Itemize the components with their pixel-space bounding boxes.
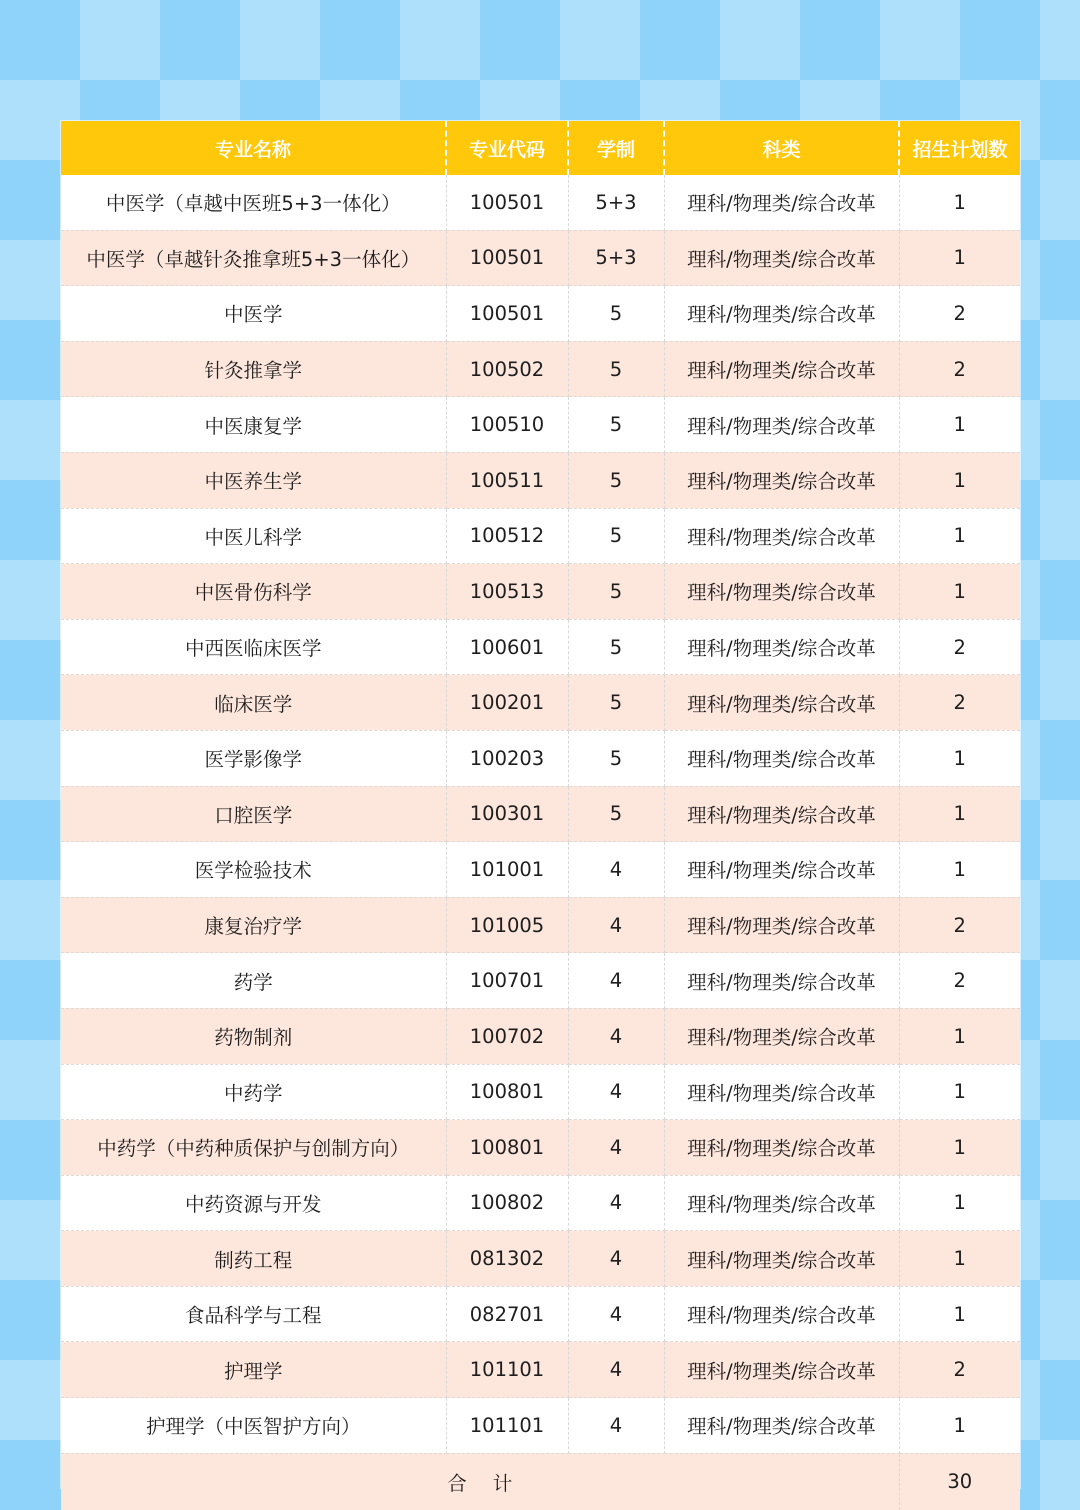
cell-major-code: 101101 (446, 1398, 568, 1454)
cell-subject-category: 理科/物理类/综合改革 (664, 286, 899, 342)
cell-duration: 5 (568, 508, 664, 564)
cell-major-code: 100501 (446, 230, 568, 286)
cell-duration: 4 (568, 1286, 664, 1342)
cell-major-name: 中医儿科学 (61, 508, 446, 564)
cell-subject-category: 理科/物理类/综合改革 (664, 786, 899, 842)
cell-duration: 5 (568, 564, 664, 620)
cell-plan-count: 1 (899, 397, 1020, 453)
cell-plan-count: 1 (899, 230, 1020, 286)
cell-duration: 4 (568, 1175, 664, 1231)
table-row (61, 1175, 1020, 1231)
table-row (61, 341, 1020, 397)
cell-subject-category: 理科/物理类/综合改革 (664, 675, 899, 731)
table-row (61, 730, 1020, 786)
header-duration: 学制 (568, 121, 664, 175)
cell-duration: 5 (568, 786, 664, 842)
cell-major-code: 100501 (446, 175, 568, 230)
table-row (61, 564, 1020, 620)
cell-major-code: 101001 (446, 842, 568, 898)
table-row (61, 1008, 1020, 1064)
total-label: 合计 (447, 1471, 539, 1495)
cell-major-name: 中西医临床医学 (61, 619, 446, 675)
table-row (61, 175, 1020, 230)
cell-major-code: 100702 (446, 1008, 568, 1064)
cell-major-name: 康复治疗学 (61, 897, 446, 953)
cell-plan-count: 1 (899, 1120, 1020, 1176)
cell-major-code: 100510 (446, 397, 568, 453)
cell-plan-count: 1 (899, 730, 1020, 786)
table-row (61, 897, 1020, 953)
cell-plan-count: 1 (899, 175, 1020, 230)
cell-subject-category: 理科/物理类/综合改革 (664, 1120, 899, 1176)
cell-duration: 4 (568, 1120, 664, 1176)
cell-subject-category: 理科/物理类/综合改革 (664, 1064, 899, 1120)
cell-subject-category: 理科/物理类/综合改革 (664, 1342, 899, 1398)
cell-plan-count: 1 (899, 1231, 1020, 1287)
enrollment-plan-panel (61, 121, 1020, 1495)
cell-duration: 5 (568, 619, 664, 675)
enrollment-plan-table (61, 121, 1020, 1510)
cell-plan-count: 1 (899, 564, 1020, 620)
cell-major-name: 针灸推拿学 (61, 341, 446, 397)
cell-plan-count: 1 (899, 786, 1020, 842)
cell-plan-count: 2 (899, 286, 1020, 342)
cell-plan-count: 1 (899, 1398, 1020, 1454)
cell-duration: 4 (568, 842, 664, 898)
cell-duration: 5+3 (568, 230, 664, 286)
cell-major-name: 中医学（卓越针灸推拿班5+3一体化） (61, 230, 446, 286)
cell-duration: 5 (568, 341, 664, 397)
header-subject-category: 科类 (664, 121, 899, 175)
cell-duration: 5 (568, 675, 664, 731)
cell-duration: 4 (568, 1008, 664, 1064)
cell-major-code: 100502 (446, 341, 568, 397)
table-row (61, 230, 1020, 286)
total-value: 30 (899, 1453, 1020, 1510)
cell-plan-count: 2 (899, 675, 1020, 731)
cell-duration: 5 (568, 730, 664, 786)
total-row (61, 1453, 1020, 1510)
table-row (61, 1120, 1020, 1176)
table-row (61, 619, 1020, 675)
table-row (61, 675, 1020, 731)
table-row (61, 953, 1020, 1009)
cell-subject-category: 理科/物理类/综合改革 (664, 842, 899, 898)
cell-major-code: 101101 (446, 1342, 568, 1398)
cell-major-code: 100802 (446, 1175, 568, 1231)
cell-major-code: 100801 (446, 1120, 568, 1176)
cell-major-code: 100701 (446, 953, 568, 1009)
header-plan-count: 招生计划数 (899, 121, 1020, 175)
cell-major-name: 药学 (61, 953, 446, 1009)
cell-plan-count: 1 (899, 1286, 1020, 1342)
cell-major-code: 100203 (446, 730, 568, 786)
cell-duration: 4 (568, 1064, 664, 1120)
cell-subject-category: 理科/物理类/综合改革 (664, 397, 899, 453)
cell-major-name: 临床医学 (61, 675, 446, 731)
cell-duration: 4 (568, 953, 664, 1009)
table-row (61, 452, 1020, 508)
cell-major-name: 护理学（中医智护方向） (61, 1398, 446, 1454)
cell-major-name: 医学影像学 (61, 730, 446, 786)
header-major-code: 专业代码 (446, 121, 568, 175)
cell-major-code: 100801 (446, 1064, 568, 1120)
cell-duration: 5 (568, 397, 664, 453)
cell-subject-category: 理科/物理类/综合改革 (664, 230, 899, 286)
table-row (61, 1398, 1020, 1454)
cell-major-code: 081302 (446, 1231, 568, 1287)
cell-major-name: 中药学 (61, 1064, 446, 1120)
cell-major-name: 制药工程 (61, 1231, 446, 1287)
cell-subject-category: 理科/物理类/综合改革 (664, 897, 899, 953)
cell-major-name: 口腔医学 (61, 786, 446, 842)
cell-major-name: 中医康复学 (61, 397, 446, 453)
table-row (61, 508, 1020, 564)
table-body (61, 175, 1020, 1453)
cell-major-name: 中医学 (61, 286, 446, 342)
cell-plan-count: 1 (899, 842, 1020, 898)
cell-subject-category: 理科/物理类/综合改革 (664, 1008, 899, 1064)
table-row (61, 1286, 1020, 1342)
cell-duration: 4 (568, 897, 664, 953)
cell-duration: 5 (568, 286, 664, 342)
cell-subject-category: 理科/物理类/综合改革 (664, 452, 899, 508)
cell-plan-count: 2 (899, 341, 1020, 397)
cell-major-code: 100512 (446, 508, 568, 564)
cell-major-code: 101005 (446, 897, 568, 953)
cell-major-code: 100601 (446, 619, 568, 675)
cell-plan-count: 2 (899, 1342, 1020, 1398)
cell-major-name: 食品科学与工程 (61, 1286, 446, 1342)
cell-subject-category: 理科/物理类/综合改革 (664, 175, 899, 230)
table-row (61, 1342, 1020, 1398)
cell-major-name: 中医养生学 (61, 452, 446, 508)
cell-plan-count: 1 (899, 508, 1020, 564)
cell-plan-count: 1 (899, 1064, 1020, 1120)
cell-subject-category: 理科/物理类/综合改革 (664, 730, 899, 786)
table-header-row (61, 121, 1020, 175)
cell-major-name: 中药资源与开发 (61, 1175, 446, 1231)
table-row (61, 397, 1020, 453)
cell-major-code: 100201 (446, 675, 568, 731)
cell-duration: 4 (568, 1398, 664, 1454)
table-row (61, 1231, 1020, 1287)
table-row (61, 1064, 1020, 1120)
cell-major-code: 100301 (446, 786, 568, 842)
cell-plan-count: 2 (899, 953, 1020, 1009)
cell-major-name: 护理学 (61, 1342, 446, 1398)
cell-subject-category: 理科/物理类/综合改革 (664, 953, 899, 1009)
cell-subject-category: 理科/物理类/综合改革 (664, 341, 899, 397)
cell-subject-category: 理科/物理类/综合改革 (664, 1398, 899, 1454)
cell-plan-count: 1 (899, 1008, 1020, 1064)
header-major-name: 专业名称 (61, 121, 446, 175)
total-label-cell (61, 1453, 899, 1510)
cell-duration: 4 (568, 1342, 664, 1398)
cell-major-name: 医学检验技术 (61, 842, 446, 898)
cell-major-name: 药物制剂 (61, 1008, 446, 1064)
cell-duration: 5+3 (568, 175, 664, 230)
cell-major-name: 中医骨伤科学 (61, 564, 446, 620)
cell-duration: 5 (568, 452, 664, 508)
cell-subject-category: 理科/物理类/综合改革 (664, 508, 899, 564)
cell-major-code: 100513 (446, 564, 568, 620)
cell-major-name: 中药学（中药种质保护与创制方向） (61, 1120, 446, 1176)
cell-plan-count: 1 (899, 452, 1020, 508)
cell-major-code: 100511 (446, 452, 568, 508)
cell-subject-category: 理科/物理类/综合改革 (664, 1175, 899, 1231)
cell-major-name: 中医学（卓越中医班5+3一体化） (61, 175, 446, 230)
cell-subject-category: 理科/物理类/综合改革 (664, 619, 899, 675)
cell-duration: 4 (568, 1231, 664, 1287)
cell-major-code: 100501 (446, 286, 568, 342)
cell-plan-count: 1 (899, 1175, 1020, 1231)
table-row (61, 842, 1020, 898)
cell-subject-category: 理科/物理类/综合改革 (664, 564, 899, 620)
table-row (61, 286, 1020, 342)
cell-plan-count: 2 (899, 619, 1020, 675)
cell-plan-count: 2 (899, 897, 1020, 953)
table-row (61, 786, 1020, 842)
cell-subject-category: 理科/物理类/综合改革 (664, 1231, 899, 1287)
cell-subject-category: 理科/物理类/综合改革 (664, 1286, 899, 1342)
cell-major-code: 082701 (446, 1286, 568, 1342)
